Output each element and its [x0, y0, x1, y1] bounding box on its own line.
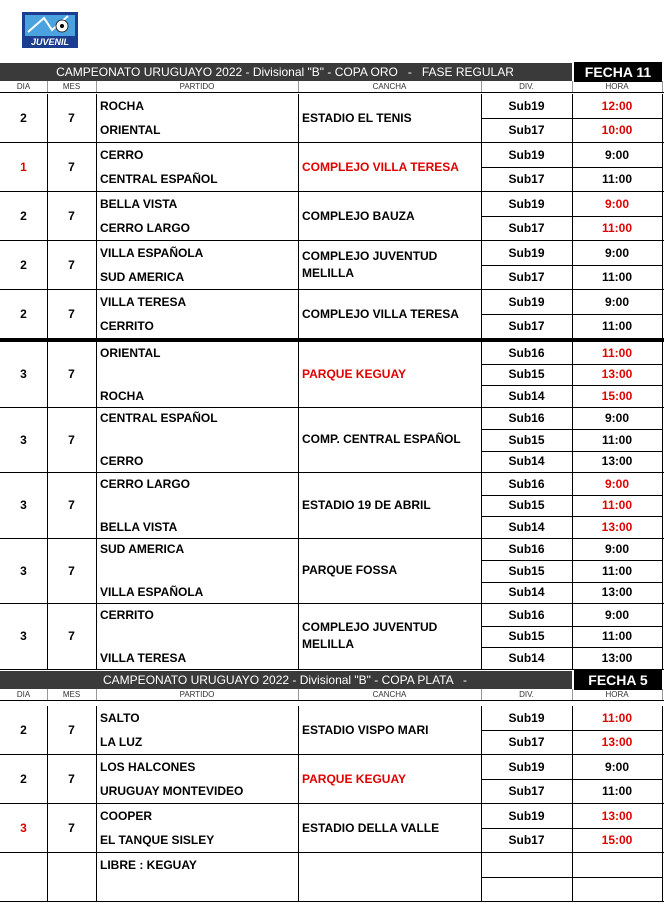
day-cell: 2 — [20, 723, 27, 737]
division-cell: Sub15 — [508, 629, 545, 644]
home-team: VILLA ESPAÑOLA — [100, 246, 204, 260]
match-group — [0, 339, 664, 408]
month-cell: 7 — [68, 772, 75, 786]
time-cell: 9:00 — [604, 476, 630, 491]
match-group — [0, 408, 664, 474]
section-title: CAMPEONATO URUGUAYO 2022 - Divisional "B" - COPA ORO - FASE REGULAR — [56, 65, 514, 79]
column-header-div: DIV. — [519, 82, 534, 91]
away-team: VILLA TERESA — [100, 650, 187, 665]
column-divider — [572, 853, 573, 901]
match-group — [0, 94, 664, 143]
away-team: ROCHA — [100, 388, 144, 403]
column-divider — [96, 755, 97, 803]
section-title: CAMPEONATO URUGUAYO 2022 - Divisional "B" - COPA PLATA - — [103, 673, 467, 687]
division-cell: Sub16 — [508, 345, 545, 360]
away-team: URUGUAY MONTEVIDEO — [100, 784, 244, 798]
column-divider — [481, 143, 482, 191]
home-team: VILLA TERESA — [100, 295, 187, 309]
venue-cell: COMP. CENTRAL ESPAÑOL — [302, 432, 461, 447]
column-divider — [481, 241, 482, 289]
column-divider — [47, 539, 48, 604]
column-divider — [662, 342, 663, 407]
match-group — [0, 604, 664, 670]
column-header-div: DIV. — [519, 690, 534, 699]
time-cell: 9:00 — [604, 760, 630, 774]
division-cell: Sub17 — [508, 123, 545, 137]
column-header-partido: PARTIDO — [179, 82, 215, 91]
division-cell: Sub14 — [508, 454, 545, 469]
division-cell: Sub19 — [508, 148, 545, 162]
column-divider — [481, 689, 482, 700]
column-header-hora: HORA — [605, 82, 629, 91]
column-divider — [298, 408, 299, 473]
division-cell: Sub15 — [508, 563, 545, 578]
column-header-row — [0, 689, 664, 701]
match-group — [0, 290, 664, 339]
column-divider — [572, 473, 573, 538]
venue-cell: COMPLEJO JUVENTUD MELILLA — [302, 620, 438, 652]
time-cell: 13:00 — [601, 454, 633, 469]
column-divider — [96, 473, 97, 538]
column-divider — [298, 290, 299, 338]
column-divider — [298, 853, 299, 901]
match-group — [0, 755, 664, 804]
away-team: SUD AMERICA — [100, 270, 185, 284]
time-cell: 11:00 — [601, 432, 633, 447]
fecha-badge: FECHA 11 — [572, 62, 662, 82]
away-team: LA LUZ — [100, 735, 143, 749]
division-cell: Sub17 — [508, 735, 545, 749]
column-divider — [572, 755, 573, 803]
column-divider — [662, 853, 663, 901]
venue-cell: PARQUE FOSSA — [302, 563, 398, 578]
column-divider — [47, 290, 48, 338]
division-cell: Sub17 — [508, 784, 545, 798]
column-divider — [572, 604, 573, 669]
column-divider — [572, 241, 573, 289]
venue-cell: ESTADIO 19 DE ABRIL — [302, 497, 431, 512]
home-team: CENTRAL ESPAÑOL — [100, 411, 218, 426]
division-cell: Sub19 — [508, 246, 545, 260]
column-divider — [298, 94, 299, 142]
day-cell: 2 — [20, 111, 27, 125]
away-team: CERRITO — [100, 319, 154, 333]
home-team: BELLA VISTA — [100, 197, 178, 211]
column-header-mes: MES — [62, 82, 81, 91]
column-divider — [481, 539, 482, 604]
column-divider — [662, 81, 663, 92]
time-cell: 9:00 — [604, 607, 630, 622]
division-cell: Sub17 — [508, 319, 545, 333]
column-header-mes: MES — [62, 690, 81, 699]
column-divider — [481, 81, 482, 92]
venue-cell: ESTADIO EL TENIS — [302, 110, 412, 125]
time-cell: 9:00 — [604, 542, 630, 557]
column-divider — [47, 804, 48, 852]
oro-section-header — [0, 63, 662, 81]
division-cell: Sub14 — [508, 388, 545, 403]
column-divider — [47, 241, 48, 289]
division-cell: Sub14 — [508, 519, 545, 534]
division-cell — [481, 853, 572, 877]
away-team: EL TANQUE SISLEY — [100, 833, 215, 847]
column-divider — [96, 342, 97, 407]
time-cell: 13:00 — [601, 809, 633, 823]
column-divider — [481, 804, 482, 852]
division-cell: Sub15 — [508, 367, 545, 382]
match-group — [0, 143, 664, 192]
home-team: SUD AMERICA — [100, 542, 185, 557]
home-team: CERRO LARGO — [100, 476, 190, 491]
column-header-row — [0, 81, 664, 93]
division-cell: Sub19 — [508, 760, 545, 774]
day-cell — [0, 853, 47, 901]
column-divider — [96, 81, 97, 92]
time-cell: 11:00 — [601, 221, 633, 235]
column-divider — [481, 290, 482, 338]
column-divider — [96, 539, 97, 604]
time-cell — [572, 877, 662, 901]
time-cell: 11:00 — [601, 270, 633, 284]
column-divider — [47, 94, 48, 142]
time-cell: 11:00 — [601, 319, 633, 333]
column-divider — [572, 706, 573, 754]
time-cell: 13:00 — [601, 650, 633, 665]
time-cell: 15:00 — [601, 833, 633, 847]
away-team: VILLA ESPAÑOLA — [100, 585, 204, 600]
time-cell: 13:00 — [601, 519, 633, 534]
plata-section-header — [0, 671, 662, 689]
fecha-badge: FECHA 5 — [572, 670, 662, 690]
venue-cell: PARQUE KEGUAY — [302, 771, 407, 786]
column-divider — [298, 192, 299, 240]
column-divider — [96, 94, 97, 142]
time-cell: 9:00 — [604, 148, 630, 162]
match-group — [0, 706, 664, 755]
time-cell: 10:00 — [601, 123, 633, 137]
column-header-partido: PARTIDO — [179, 690, 215, 699]
column-divider — [47, 192, 48, 240]
month-cell: 7 — [68, 307, 75, 321]
division-cell: Sub16 — [508, 411, 545, 426]
column-divider — [662, 706, 663, 754]
time-cell: 11:00 — [601, 711, 633, 725]
column-header-dia: DIA — [16, 82, 31, 91]
home-team: COOPER — [100, 809, 153, 823]
home-team: CERRITO — [100, 607, 154, 622]
column-divider — [47, 143, 48, 191]
match-group — [0, 539, 664, 605]
column-divider — [662, 473, 663, 538]
month-cell: 7 — [68, 111, 75, 125]
column-divider — [481, 342, 482, 407]
column-divider — [298, 143, 299, 191]
away-team: CERRO — [100, 454, 144, 469]
column-divider — [298, 539, 299, 604]
column-divider — [572, 804, 573, 852]
day-cell: 3 — [20, 563, 27, 578]
column-divider — [572, 408, 573, 473]
column-divider — [96, 290, 97, 338]
time-cell: 11:00 — [601, 563, 633, 578]
away-team: CENTRAL ESPAÑOL — [100, 172, 218, 186]
column-divider — [96, 853, 97, 901]
match-group — [0, 473, 664, 539]
column-divider — [662, 241, 663, 289]
day-cell: 3 — [20, 498, 27, 513]
division-cell: Sub14 — [508, 585, 545, 600]
home-team: LIBRE : KEGUAY — [100, 858, 197, 872]
venue-cell: COMPLEJO BAUZA — [302, 208, 415, 223]
month-cell: 7 — [68, 367, 75, 382]
column-divider — [47, 853, 48, 901]
column-divider — [572, 81, 573, 92]
division-cell: Sub19 — [508, 711, 545, 725]
column-divider — [298, 689, 299, 700]
time-cell: 13:00 — [601, 585, 633, 600]
month-cell: 7 — [68, 821, 75, 835]
column-divider — [298, 604, 299, 669]
division-cell: Sub16 — [508, 542, 545, 557]
home-team: CERRO — [100, 148, 144, 162]
division-cell: Sub19 — [508, 295, 545, 309]
logo-text: JUVENIL — [30, 37, 69, 47]
division-cell: Sub19 — [508, 99, 545, 113]
division-cell: Sub15 — [508, 498, 545, 513]
column-divider — [572, 342, 573, 407]
month-cell — [47, 853, 96, 901]
time-cell: 11:00 — [601, 784, 633, 798]
division-cell: Sub14 — [508, 650, 545, 665]
month-cell: 7 — [68, 723, 75, 737]
column-divider — [481, 192, 482, 240]
time-cell: 11:00 — [601, 172, 633, 186]
column-divider — [298, 473, 299, 538]
column-divider — [481, 473, 482, 538]
column-divider — [662, 408, 663, 473]
column-divider — [662, 94, 663, 142]
away-team: BELLA VISTA — [100, 519, 178, 534]
column-divider — [298, 81, 299, 92]
month-cell: 7 — [68, 258, 75, 272]
time-cell: 11:00 — [601, 345, 633, 360]
division-cell: Sub16 — [508, 607, 545, 622]
column-divider — [96, 408, 97, 473]
column-divider — [662, 539, 663, 604]
column-divider — [298, 241, 299, 289]
day-cell: 3 — [20, 367, 27, 382]
column-divider — [662, 192, 663, 240]
column-divider — [481, 755, 482, 803]
column-divider — [298, 755, 299, 803]
time-cell: 15:00 — [601, 388, 633, 403]
column-divider — [662, 689, 663, 700]
division-cell: Sub17 — [508, 270, 545, 284]
venue-cell: PARQUE KEGUAY — [302, 366, 407, 381]
column-divider — [481, 604, 482, 669]
away-team: ORIENTAL — [100, 123, 161, 137]
time-cell: 13:00 — [601, 735, 633, 749]
column-divider — [298, 342, 299, 407]
column-divider — [96, 804, 97, 852]
venue-cell: COMPLEJO VILLA TERESA — [302, 306, 459, 321]
month-cell: 7 — [68, 498, 75, 513]
time-cell: 11:00 — [601, 629, 633, 644]
column-header-cancha: CANCHA — [372, 690, 407, 699]
venue-cell: COMPLEJO VILLA TERESA — [302, 159, 459, 174]
month-cell: 7 — [68, 160, 75, 174]
column-header-hora: HORA — [605, 690, 629, 699]
time-cell — [572, 853, 662, 877]
division-cell: Sub17 — [508, 172, 545, 186]
column-divider — [481, 706, 482, 754]
venue-cell: COMPLEJO JUVENTUD MELILLA — [302, 249, 438, 280]
home-team: ROCHA — [100, 99, 144, 113]
column-header-dia: DIA — [16, 690, 31, 699]
away-team: CERRO LARGO — [100, 221, 190, 235]
division-cell: Sub15 — [508, 432, 545, 447]
month-cell: 7 — [68, 629, 75, 644]
time-cell: 11:00 — [601, 498, 633, 513]
division-cell: Sub19 — [508, 197, 545, 211]
month-cell: 7 — [68, 432, 75, 447]
time-cell: 9:00 — [604, 197, 630, 211]
division-cell: Sub16 — [508, 476, 545, 491]
day-cell: 2 — [20, 209, 27, 223]
away-team — [96, 877, 302, 901]
day-cell: 3 — [20, 432, 27, 447]
column-divider — [47, 81, 48, 92]
column-divider — [96, 241, 97, 289]
time-cell: 9:00 — [604, 295, 630, 309]
month-cell: 7 — [68, 209, 75, 223]
division-cell: Sub17 — [508, 833, 545, 847]
column-divider — [572, 192, 573, 240]
column-divider — [47, 342, 48, 407]
division-cell: Sub19 — [508, 809, 545, 823]
match-group — [0, 192, 664, 241]
column-divider — [47, 473, 48, 538]
column-divider — [662, 755, 663, 803]
day-cell: 2 — [20, 258, 27, 272]
division-cell — [481, 877, 572, 901]
column-divider — [572, 689, 573, 700]
column-divider — [96, 192, 97, 240]
column-divider — [572, 290, 573, 338]
column-divider — [572, 143, 573, 191]
column-divider — [96, 689, 97, 700]
home-team: LOS HALCONES — [100, 760, 196, 774]
match-group — [0, 853, 664, 902]
time-cell: 13:00 — [601, 367, 633, 382]
match-group — [0, 804, 664, 853]
time-cell: 9:00 — [604, 246, 630, 260]
column-divider — [662, 604, 663, 669]
day-cell: 3 — [20, 629, 27, 644]
column-divider — [96, 604, 97, 669]
month-cell: 7 — [68, 563, 75, 578]
venue-cell — [298, 853, 481, 901]
column-divider — [662, 290, 663, 338]
day-cell: 2 — [20, 307, 27, 321]
column-divider — [662, 804, 663, 852]
column-divider — [481, 408, 482, 473]
home-team: SALTO — [100, 711, 140, 725]
column-divider — [47, 755, 48, 803]
column-divider — [47, 408, 48, 473]
column-divider — [96, 706, 97, 754]
column-header-cancha: CANCHA — [372, 82, 407, 91]
column-divider — [662, 143, 663, 191]
column-divider — [572, 94, 573, 142]
venue-cell: ESTADIO DELLA VALLE — [302, 820, 440, 835]
column-divider — [481, 94, 482, 142]
day-cell: 2 — [20, 772, 27, 786]
match-group — [0, 241, 664, 290]
column-divider — [47, 689, 48, 700]
column-divider — [298, 706, 299, 754]
column-divider — [481, 853, 482, 901]
column-divider — [298, 804, 299, 852]
column-divider — [96, 143, 97, 191]
time-cell: 9:00 — [604, 411, 630, 426]
home-team: ORIENTAL — [100, 345, 161, 360]
venue-cell: ESTADIO VISPO MARI — [302, 722, 429, 737]
column-divider — [572, 539, 573, 604]
column-divider — [47, 604, 48, 669]
day-cell: 3 — [20, 821, 27, 835]
column-divider — [47, 706, 48, 754]
logo — [22, 12, 78, 48]
division-cell: Sub17 — [508, 221, 545, 235]
time-cell: 12:00 — [601, 99, 633, 113]
day-cell: 1 — [20, 160, 27, 174]
